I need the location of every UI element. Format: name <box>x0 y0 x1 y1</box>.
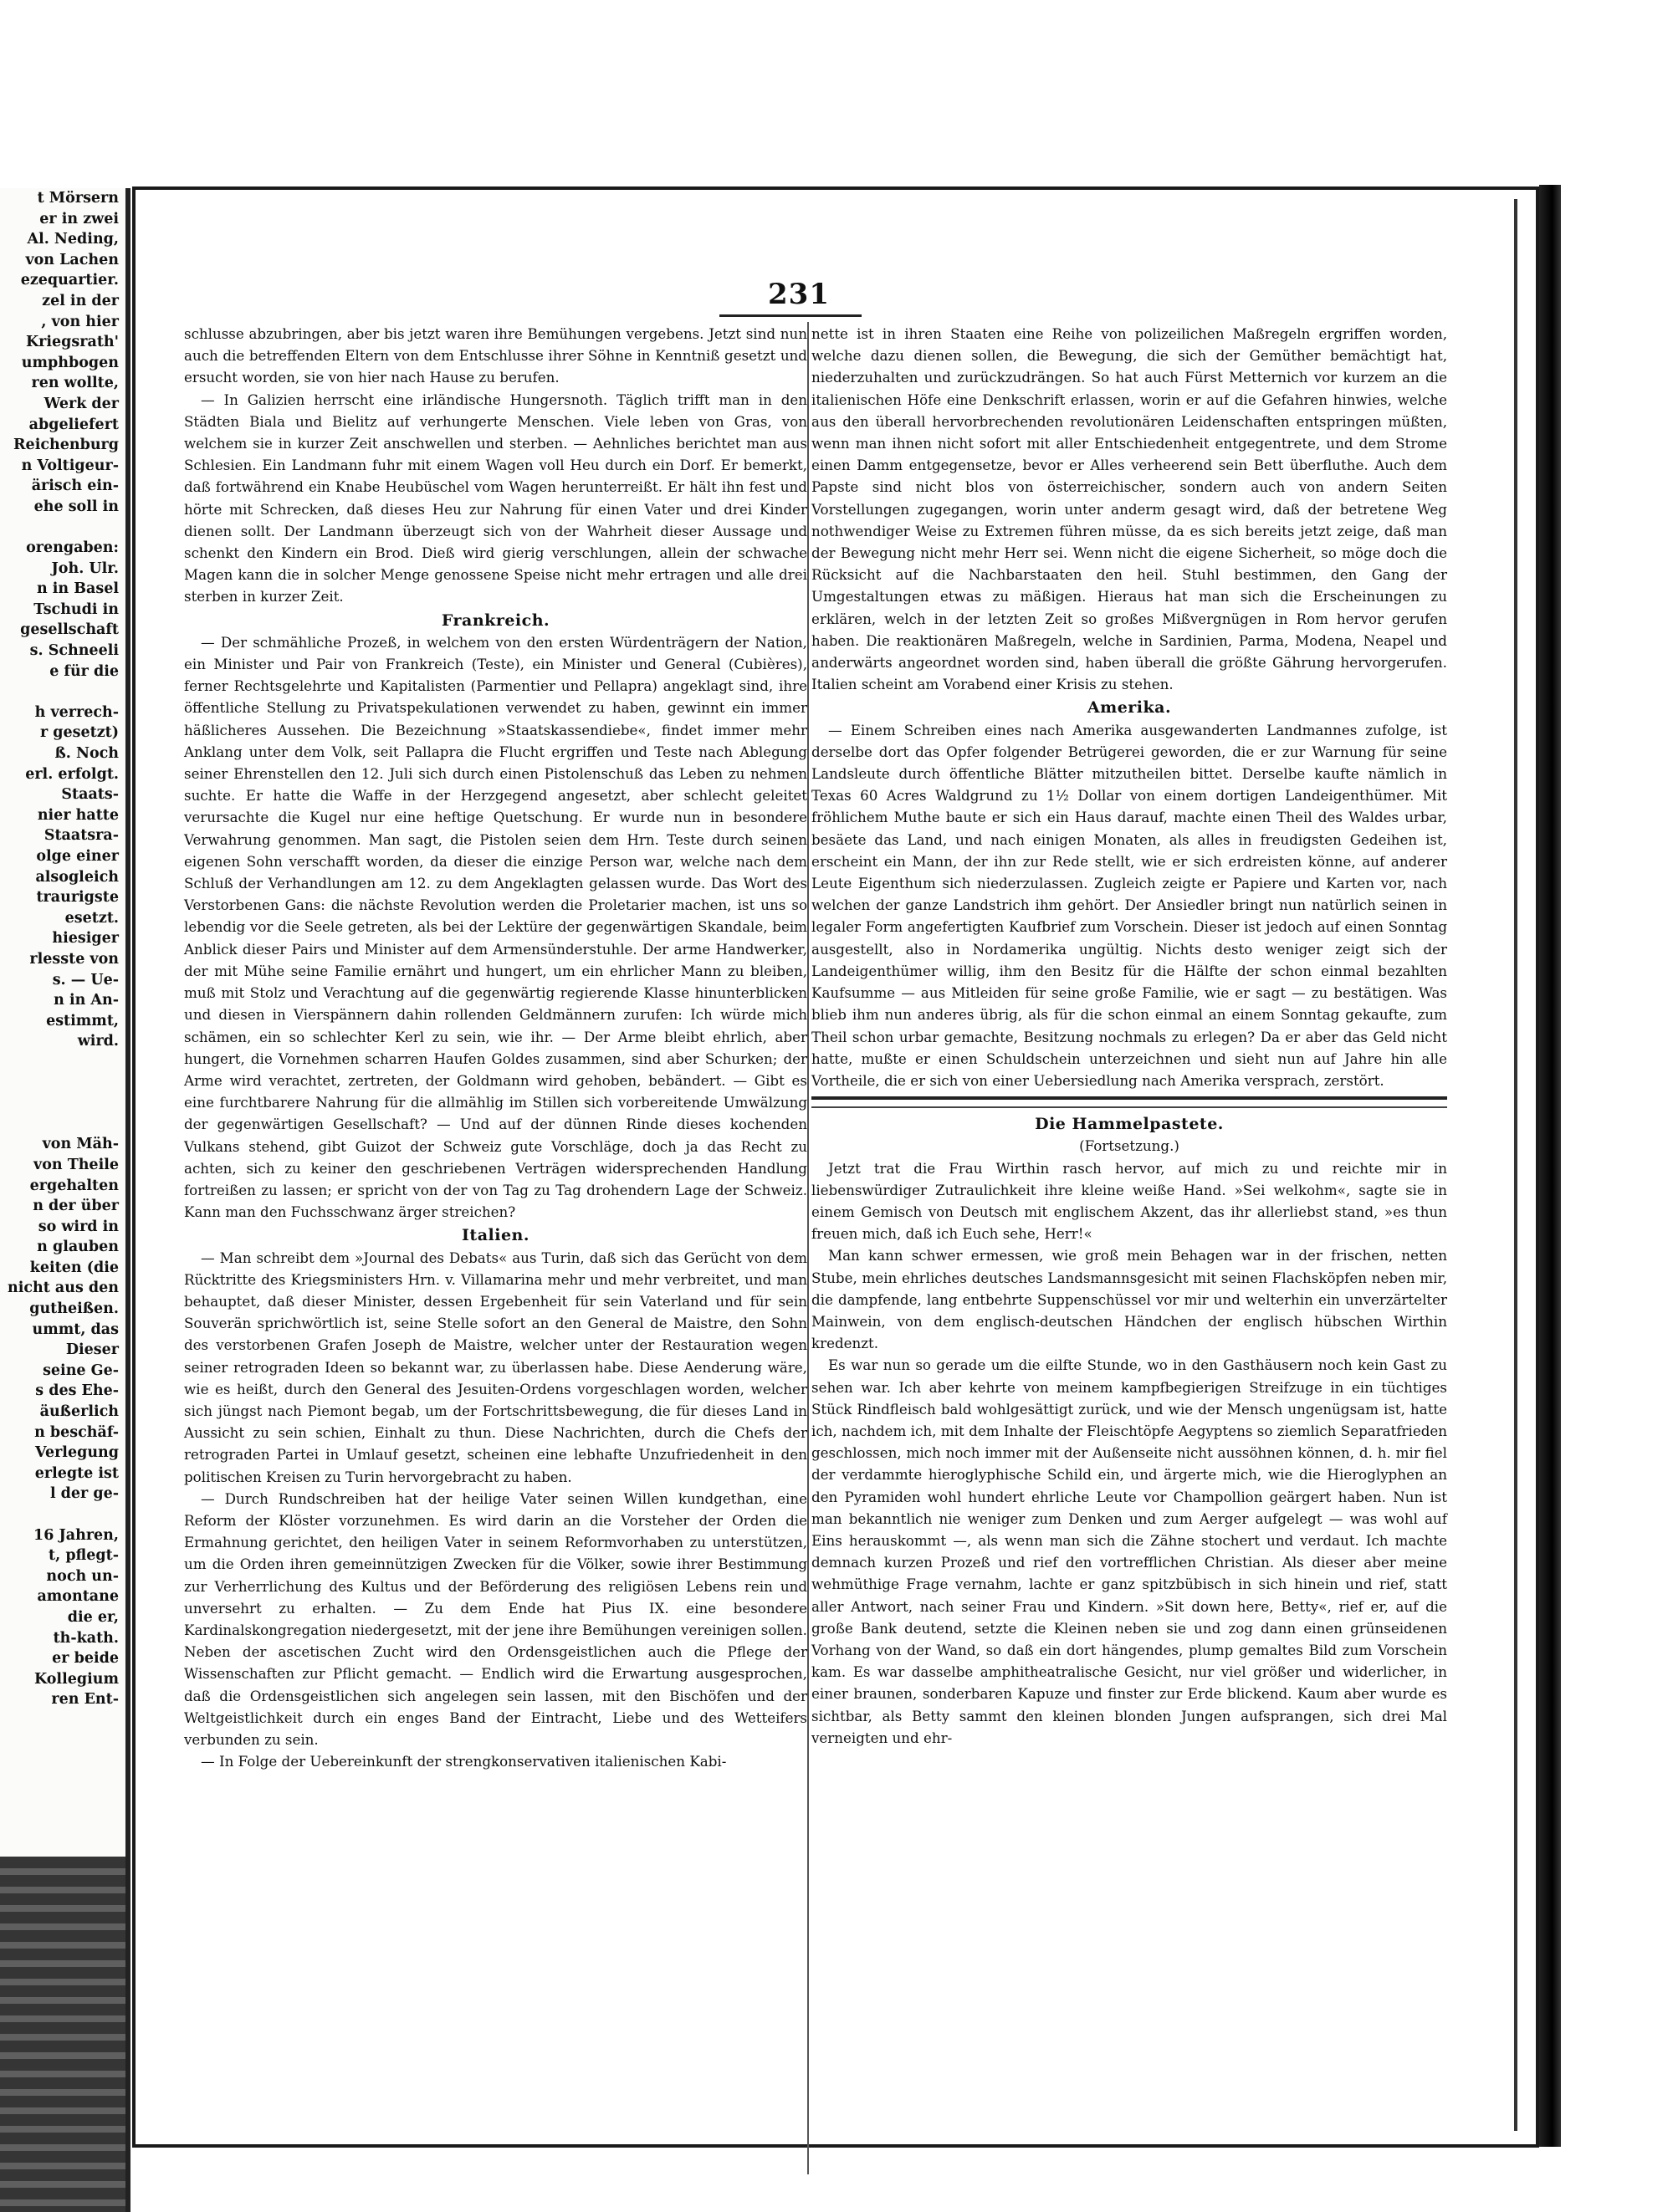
right-column <box>811 323 1447 1749</box>
fragment-line: er in zwei <box>39 210 119 227</box>
fragment-line: er beide <box>52 1650 119 1668</box>
fragment-line: t Mörsern <box>37 190 119 207</box>
fragment-line: Kollegium <box>33 1670 119 1688</box>
fragment-line: äußerlich <box>39 1403 119 1421</box>
fragment-line: n in An- <box>54 992 119 1009</box>
fragment-line: gesellschaft <box>20 621 119 639</box>
fragment-line: ummt, das <box>32 1321 119 1338</box>
fragment-line: ehe soll in <box>33 498 119 515</box>
page-number: 231 <box>768 278 830 311</box>
fragment-line: gutheißen. <box>29 1300 119 1318</box>
fragment-line: ergehalten <box>29 1177 119 1194</box>
fragment-line: rlesste von <box>29 950 119 968</box>
page-edge <box>1539 185 1561 2147</box>
fragment-line: noch un- <box>46 1567 119 1585</box>
heading-amerika: Amerika. <box>1087 698 1172 718</box>
fragment-line: ren Ent- <box>51 1691 119 1709</box>
fragment-line: hiesiger <box>52 930 119 948</box>
fragment-line: Kriegsrath' <box>25 334 119 351</box>
fragment-line: zel in der <box>42 292 119 309</box>
fragment-line: s. — Ue- <box>52 971 119 989</box>
fragment-line: ß. Noch <box>54 745 119 763</box>
fragment-line: keiten (die <box>29 1259 119 1276</box>
fragment-line: nier hatte <box>37 806 119 824</box>
article-frankreich: — Der schmähliche Prozeß, in welchem von den ersten Würdenträgern der Nation, ein Minister und Pair von Frankreich (Teste), ein Minister und General (Cubières), ferner Rechtsgelehrte und Kapitalisten (Parmentier und Pellapra) angeklagt sind, ihre öffentliche Stellung zu Privatspekulationen verwendet zu haben, gewinnt ein immer häßlicheres Aussehen. Die Bezeichnung »Staatskassendiebe«, findet immer mehr Anklang unter dem Volk, seit Pallapra die Flucht ergriffen und Teste nach Ablegung seiner Ehrenstellen den 12. Juli sich durch einen Pistolenschuß das Leben zu nehmen suchte. Er hatte die Waffe in der Herzgegend angesetzt, aber schlecht geleitet verursachte die Kugel nur eine heftige Quetschung. Er wurde nun in besondere Verwahrung genommen. Man sagt, die Pistolen seien dem Hrn. Teste durch seinen eigenen Sohn verschafft worden, da dieser die einzige Person war, welche nach dem Schluß der Verhandlungen am 12. zu dem Angeklagten gelassen wurde. Das Wort des Verstorbenen Gans: die nächste Revolution werden die Proletarier machen, ist uns so lebendig vor die Seele getreten, als bei der Lektüre der gegenwärtigen Skandale, beim Anblick dieser Pairs und Minister auf dem Armensünderstuhle. Der arme Handwerker, der mit Mühe seine Familie ernährt und hungert, um ein ehrlicher Mann zu bleiben, muß mit Stolz und Verachtung auf die gegenwärtig regierende Klasse hinunterblicken und diesen in Vierspännern dahin rollenden Geldmännern zurufen: Ich würde mich schämen, ein so schlechter Kerl zu sein, wie ihr. — Der Arme bleibt ehrlich, aber hungert, die Vornehmen scharren Haufen Goldes zusammen, sind aber Schurken; der Arme wird verachtet, zertreten, der Goldmann wird gehoben, bebändert. — Gibt es eine furchtbarere Nahrung für die allmählig im Stillen sich vorbereitende Umwälzung der gegenwärtigen Gesellschaft? — Und auf der dünnen Rinde dieses kochenden Vulkans stehend, gibt Guizot der Schweiz gute Vorschläge, doch ja das Recht zu achten, sich zu keiner den geschriebenen Verträgen widersprechenden Handlung fortreißen zu lassen; er spricht von der von Tag zu Tag drohendern Lage der Schweiz. Kann man den Fuchsschwanz ärger streichen? <box>184 633 807 1221</box>
fragment-line: s. Schneeli <box>29 642 119 660</box>
fragment-line: traurigste <box>36 889 119 907</box>
fragment-line: e für die <box>49 662 119 680</box>
fragment-line: olge einer <box>36 848 119 865</box>
section-divider-thin <box>811 1106 1447 1108</box>
column-divider <box>807 322 809 2174</box>
fragment-line: ärisch ein- <box>31 478 119 495</box>
fragment-line <box>0 682 125 702</box>
article-amerika: — Einem Schreiben eines nach Amerika ausgewanderten Landmannes zufolge, ist derselbe dort das Opfer folgender Betrügerei geworden, die er zur Warnung für seine Landsleute durch öffentliche Blätter mitzutheilen bittet. Derselbe kaufte nämlich in Texas 60 Acres Waldgrund zu 1½ Dollar von einem dortigen Landeigenthümer. Mit fröhlichem Muthe baute er sich ein Haus darauf, machte einen Theil des Waldes urbar, besäete das Land, und nach einigen Monaten, als alles in freudigsten Gedeihen ist, erscheint ein Mann, der ihn zur Rede stellt, wie er sich erdreisten könne, auf anderer Leute Eigenthum sich niederzulassen. Zugleich zeigte er Papiere und Karten vor, nach welchen der ganze Landstrich ihm gehört. Der Ansiedler bringt nun natürlich seinen in legaler Form angefertigten Kaufbrief zum Vorschein. Dieser ist jedoch auf einen Sonntag ausgestellt, also in Nordamerika ungültig. Nichts desto weniger zeigt sich der Landeigenthümer willig, ihm den Besitz für die Hälfte der schon einmal bezahlten Kaufsumme — aus Mitleiden für seine große Familie, wie er sagt — zu bestätigen. Was blieb ihm nun anderes übrig, als für die schon einmal an einem Sonntag gekaufte, zum Theil schon urbar gemachte, Besitzung nochmals zu erlegen? Da er aber das Geld nicht hatte, mußte er einen Schuldschein unterzeichnen und sieht nun auf Jahre hin alle Vortheile, die er sich von einer Uebersiedlung nach Amerika versprach, zerstört. <box>811 721 1447 1089</box>
fragment-line: von Lachen <box>25 251 119 268</box>
article-italien-kabinette: — In Folge der Uebereinkunft der strengkonservativen italienischen Kabi- <box>201 1753 727 1770</box>
fragment-line: s des Ehe- <box>35 1382 119 1400</box>
fragment-line: t, pflegt- <box>49 1547 119 1565</box>
fragment-line: Dieser <box>65 1341 119 1359</box>
fragment-line: Staatsra- <box>43 827 119 845</box>
fragment-line: die er, <box>67 1608 119 1626</box>
fragment-line: Werk der <box>43 395 119 412</box>
fragment-line: umphbogen <box>21 354 119 371</box>
fragment-line <box>0 1052 125 1073</box>
fragment-line: n glauben <box>37 1239 119 1256</box>
fragment-line: amontane <box>37 1588 119 1606</box>
inner-border-rule <box>1514 199 1517 2131</box>
fragment-line: Joh. Ulr. <box>51 559 119 577</box>
fragment-line: h verrech- <box>34 703 119 721</box>
heading-italien: Italien. <box>462 1226 530 1245</box>
heading-story: Die Hammelpastete. <box>1035 1115 1224 1134</box>
fragment-line: esetzt. <box>64 909 119 927</box>
fragment-line: n der über <box>33 1198 119 1215</box>
article-galizien: — In Galizien herrscht eine irländische Hungersnoth. Täglich trifft man in den Städten Biala und Bielitz auf verhungerte Menschen. Viele leben von Gras, von welchem sie in kurzer Zeit anschwellen und sterben. — Aehnliches berichtet man aus Schlesien. Ein Landmann fuhr mit einem Wagen voll Heu durch ein Dorf. Er bemerkt, daß fortwährend ein Knabe Heubüschel vom Wagen herunterreißt. Er hält ihn fest und hörte mit Schrecken, daß dieses Heu zur Nahrung für einen Vater und drei Kinder dienen sollt. Der Landmann überzeugt sich von der Wahrheit dieser Aussage und schenkt den Kindern ein Brod. Dieß wird gierig verschlungen, allein der schwache Magen kann die in solcher Menge genossene Speise nicht mehr ertragen und alle drei sterben in kurzer Zeit. <box>184 391 807 605</box>
fragment-line: Verlegung <box>34 1444 119 1462</box>
fragment-line: von Mäh- <box>42 1136 119 1153</box>
story-paragraph: Es war nun so gerade um die eilfte Stunde, wo in den Gasthäusern noch kein Gast zu sehen war. Ich aber kehrte von meinem kampfbegierigen Streifzuge in ein tüchtiges Stück Rindfleisch bald wohlgesättigt zurück, und wie der Mensch ungenügsam ist, hatte ich, nachdem ich, mit dem Inhalte der Fleischtöpfe Aegyptens so ziemlich Separatfrieden geschlossen, mich noch immer mit der Außenseite nicht aussöhnen können, d. h. mir fiel der verdammte hieroglyphische Schild ein, und ärgerte mich, wie die Hieroglyphen an den Pyramiden wohl hundert ehrliche Leute vor Champollion geärgert haben. Nun ist man bekanntlich nie weniger zum Denken und zum Aerger aufgelegt — was wohl auf Eins herauskommt —, als wenn man sich die Zähne stochert und verdaut. Ich machte demnach kurzen Prozeß und rief den vortrefflichen Christian. Als dieser aber meine wehmüthige Frage vernahm, lachte er ganz spitzbübisch in sich hinein und rief, statt aller Antwort, nach seiner Frau und Kindern. »Sit down here, Betty«, rief er, auf die große Bank deutend, setzte die Kleinen neben sie und zog dann einen grünseidenen Vorhang von der Wand, so daß ein dort hängendes, plump gemaltes Bild zum Vorschein kam. Es war dasselbe amphitheatralische Gesicht, nur viel größer und widerlicher, in einer braunen, sonderbaren Kapuze und finster zur Erde blickend. Kaum aber wurde es sichtbar, als Betty sammt den kleinen blonden Jungen aufsprangen, sich drei Mal verneigten und ehr- <box>811 1356 1447 1746</box>
left-column <box>184 323 807 1772</box>
fragment-line: Al. Neding, <box>27 231 119 248</box>
fragment-line: th-kath. <box>53 1629 119 1647</box>
fragment-line <box>0 1093 125 1114</box>
article-italien-continuation: nette ist in ihren Staaten eine Reihe von polizeilichen Maßregeln ergriffen worden, welche dazu dienen sollen, die Bewegung, die sich der Gemüther bemächtigt hat, niederzuhalten und zurückzudrängen. So hat auch Fürst Metternich vor kurzem an die italienischen Höfe eine Denkschrift erlassen, worin er auf die Gefahren hinwies, welche aus den überall hervorbrechenden revolutionären Leidenschaften entspringen müßten, wenn man ihnen nicht sofort mit aller Entschiedenheit entgegentrete, und dem Strome einen Damm entgegensetze, bevor er Alles verheerend sein Bett überfluthe. Auch dem Papste sind nicht blos von österreichischer, sondern auch von andern Seiten Vorstellungen zugegangen, worin unter anderm gesagt wird, daß der betretene Weg nothwendiger Weise zu Extremen führen müsse, da es sich bereits jetzt zeige, daß man der Bewegung nicht mehr Herr sei. Wenn nicht die eigene Sicherheit, so möge doch die Rücksicht auf die Nachbarstaaten den heil. Stuhl bestimmen, den Gang der Umgestaltungen etwas zu mäßigen. Hieraus hat man sich die Erscheinungen zu erklären, welch in der letzten Zeit so großes Mißvergnügen in Rom hervor gerufen haben. Die reaktionären Maßregeln, welche in Sardinien, Parma, Modena, Neapel und anderwärts angeordnet worden sind, haben überall die größte Gährung hervorgerufen. Italien scheint am Vorabend einer Krisis zu stehen. <box>811 325 1447 693</box>
article-continuation: schlusse abzubringen, aber bis jetzt waren ihre Bemühungen vergebens. Jetzt sind nun auch die betreffenden Eltern von dem Entschlusse ihrer Söhne in Kenntniß gesetzt und ersucht worden, sie von hier nach Hause zu berufen. <box>184 325 807 386</box>
story-paragraph: Man kann schwer ermessen, wie groß mein Behagen war in der frischen, netten Stube, mein ehrliches deutsches Landsmannsgesicht mit seinen Flachsköpfen neben mir, die dampfende, lang entbehrte Suppenschüssel vor mir und welterhin ein unverzärtelter Mainwein, von dem englisch-deutschen Händchen der englisch hübschen Wirthin kredenzt. <box>811 1247 1447 1352</box>
article-italien-turin: — Man schreibt dem »Journal des Debats« aus Turin, daß sich das Gerücht von dem Rücktritte des Kriegsministers Hrn. v. Villamarina mehr und mehr verbreitet, und man behauptet, daß dieser Minister, dessen Ergebenheit für sein Vaterland und für sein Souverän sprichwörtlich ist, seine Stelle sofort an den General de Maistre, den Sohn des verstorbenen Grafen Joseph de Maistre, welcher unter der Restauration wegen seiner retrograden Ideen so bekannt war, zu überlassen habe. Diese Aenderung wäre, wie es heißt, durch den General des Jesuiten-Ordens vorgeschlagen worden, welcher sich jüngst nach Piemont begab, um der Fortschrittsbewegung, die für dieses Land in Aussicht zu sein schien, Einhalt zu thun. Diese Nachrichten, durch die Chefs der retrograden Partei in Umlauf gesetzt, scheinen eine lebhafte Unzufriedenheit in den politischen Kreisen zu Turin hervorgebracht zu haben. <box>184 1249 807 1485</box>
fragment-line: Staats- <box>61 786 119 804</box>
fragment-line <box>0 518 125 539</box>
fragment-line: erl. erfolgt. <box>25 765 119 783</box>
fragment-line: n in Basel <box>36 580 119 598</box>
fragment-line: l der ge- <box>49 1485 119 1503</box>
fragment-line: wird. <box>77 1033 119 1050</box>
story-paragraph: Jetzt trat die Frau Wirthin rasch hervor, auf mich zu und reichte mir in liebenswürdiger Zutraulichkeit ihre kleine weiße Hand. »Sei welkohm«, sagte sie in einem Gemisch von Deutsch mit englischem Akzent, das ihr allerliebst stand, »es thun freuen mich, daß ich Euch sehe, Herr!« <box>811 1159 1447 1243</box>
fragment-line <box>0 1073 125 1094</box>
fragment-line: abgeliefert <box>28 416 119 433</box>
fragment-line: ezequartier. <box>20 272 119 289</box>
section-divider <box>811 1096 1447 1100</box>
page-number-underline <box>719 314 862 317</box>
fragment-line: alsogleich <box>35 868 119 886</box>
heading-frankreich: Frankreich. <box>441 610 550 630</box>
fragment-line: estimmt, <box>46 1012 119 1029</box>
fragment-line: von Theile <box>33 1156 119 1173</box>
fragment-line: nicht aus den <box>7 1280 119 1297</box>
article-italien-kloster: — Durch Rundschreiben hat der heilige Vater seinen Willen kundgethan, eine Reform der Klöster vorzunehmen. Es wird darin an die Vorsteher der Orden die Ermahnung gerichtet, den heiligen Vater in seinem Reformvorhaben zu unterstützen, um die Orden ihren gemeinnützigen Zwecken für die Völker, sowie ihrer Bestimmung zur Verherrlichung des Kultus und der Beförderung des religiösen Lebens rein und unversehrt zu erhalten. — Zu dem Ende hat Pius IX. eine besondere Kardinalskongregation niedergesetzt, mit der jene ihre Bemühungen vereinigen sollen. Neben der ascetischen Zucht wird den Ordensgeistlichen auch die Pflege der Wissenschaften zur Pflicht gemacht. — Endlich wird die Erwartung ausgesprochen, daß die Ordensgeistlichen sich angelegen sein lassen, mit den Bischöfen und der Weltgeistlichkeit durch ein enges Band der Eintracht, Liebe und des Wetteifers verbunden zu sein. <box>184 1489 807 1748</box>
fragment-line: erlegte ist <box>34 1464 119 1482</box>
fragment-line: , von hier <box>41 313 119 330</box>
fragment-line: Reichenburg <box>13 437 119 454</box>
fragment-line: 16 Jahren, <box>33 1526 119 1544</box>
fragment-line: Tschudi in <box>33 600 119 618</box>
fragment-line: orengaben: <box>26 539 119 557</box>
fragment-line: so wird in <box>38 1218 119 1235</box>
binding-shadow <box>0 1857 125 2212</box>
fragment-line: seine Ge- <box>43 1361 119 1379</box>
story-subtitle: (Fortsetzung.) <box>1079 1137 1179 1155</box>
fragment-line: n Voltigeur- <box>21 457 119 474</box>
fragment-line <box>0 1114 125 1135</box>
fragment-line: r gesetzt) <box>39 724 119 742</box>
fragment-line: ren wollte, <box>31 375 119 392</box>
fragment-line <box>0 1504 125 1525</box>
fragment-line: n beschäf- <box>34 1423 119 1441</box>
